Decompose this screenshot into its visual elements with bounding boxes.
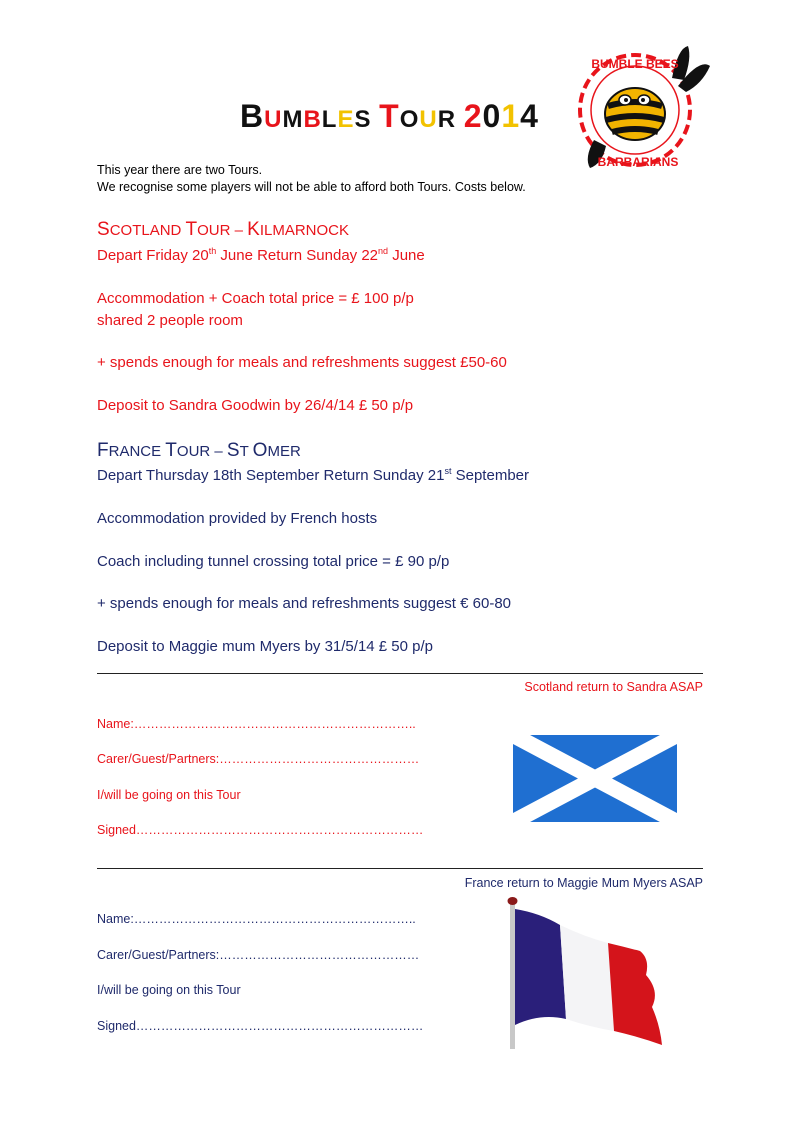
- logo-top-text: BUMBLE BEES: [591, 57, 679, 71]
- title-letter: E: [337, 106, 355, 133]
- title-letter: L: [321, 106, 338, 133]
- title-letter: 1: [501, 98, 521, 134]
- france-carer-field[interactable]: Carer/Guest/Partners:…………………………………………: [97, 948, 420, 962]
- scotland-name-field[interactable]: Name:…………………………………………………………..: [97, 717, 416, 731]
- title-letter: T: [379, 98, 400, 134]
- scotland-spends: + spends enough for meals and refreshments suggest £50-60: [97, 354, 507, 371]
- title-letter: M: [282, 106, 304, 133]
- intro-line-1: This year there are two Tours.: [97, 163, 263, 177]
- scotland-return-note: Scotland return to Sandra ASAP: [524, 680, 703, 694]
- title-letter: S: [354, 106, 380, 133]
- scotland-depart: Depart Friday 20th June Return Sunday 22nd June: [97, 246, 425, 264]
- scotland-shared-room: shared 2 people room: [97, 312, 243, 329]
- title-letter: B: [240, 98, 265, 134]
- title-letter: U: [419, 106, 438, 133]
- france-depart: Depart Thursday 18th September Return Sunday 21st September: [97, 466, 529, 484]
- title-letter: R: [437, 106, 464, 133]
- scotland-signed-field[interactable]: Signed……………………………………………………………: [97, 823, 424, 837]
- france-return-note: France return to Maggie Mum Myers ASAP: [464, 876, 703, 890]
- france-accommodation: Accommodation provided by French hosts: [97, 510, 378, 527]
- title-letter: B: [303, 106, 322, 133]
- scotland-flag-image: [513, 735, 677, 822]
- logo-bottom-text: BARBARIANS: [597, 155, 679, 169]
- title-letter: 4: [520, 98, 539, 134]
- title-letter: O: [399, 106, 420, 133]
- france-signed-field[interactable]: Signed……………………………………………………………: [97, 1019, 424, 1033]
- divider-line: [97, 673, 703, 674]
- france-flag-image: [500, 895, 670, 1050]
- france-going-label: I/will be going on this Tour: [97, 983, 241, 997]
- title-letter: 0: [482, 98, 502, 134]
- france-heading: FRANCE TOUR – ST OMER: [97, 440, 301, 461]
- france-coach: Coach including tunnel crossing total price = £ 90 p/p: [97, 553, 450, 570]
- scotland-heading: SCOTLAND TOUR – KILMARNOCK: [97, 219, 350, 240]
- france-spends: + spends enough for meals and refreshments suggest € 60-80: [97, 595, 512, 612]
- scotland-going-label: I/will be going on this Tour: [97, 788, 241, 802]
- france-name-field[interactable]: Name:…………………………………………………………..: [97, 912, 416, 926]
- france-deposit: Deposit to Maggie mum Myers by 31/5/14 £ 50 p/p: [97, 638, 434, 655]
- scotland-deposit: Deposit to Sandra Goodwin by 26/4/14 £ 50 p/p: [97, 397, 414, 414]
- divider-line: [97, 868, 703, 869]
- intro-line-2: We recognise some players will not be able to afford both Tours. Costs below.: [97, 180, 526, 194]
- title-letter: U: [264, 106, 283, 133]
- scotland-accommodation: Accommodation + Coach total price = £ 100 p/p: [97, 290, 414, 307]
- bumble-bees-barbarians-logo: [560, 28, 720, 188]
- page-title: [240, 98, 539, 135]
- scotland-carer-field[interactable]: Carer/Guest/Partners:…………………………………………: [97, 752, 420, 766]
- title-letter: 2: [463, 98, 483, 134]
